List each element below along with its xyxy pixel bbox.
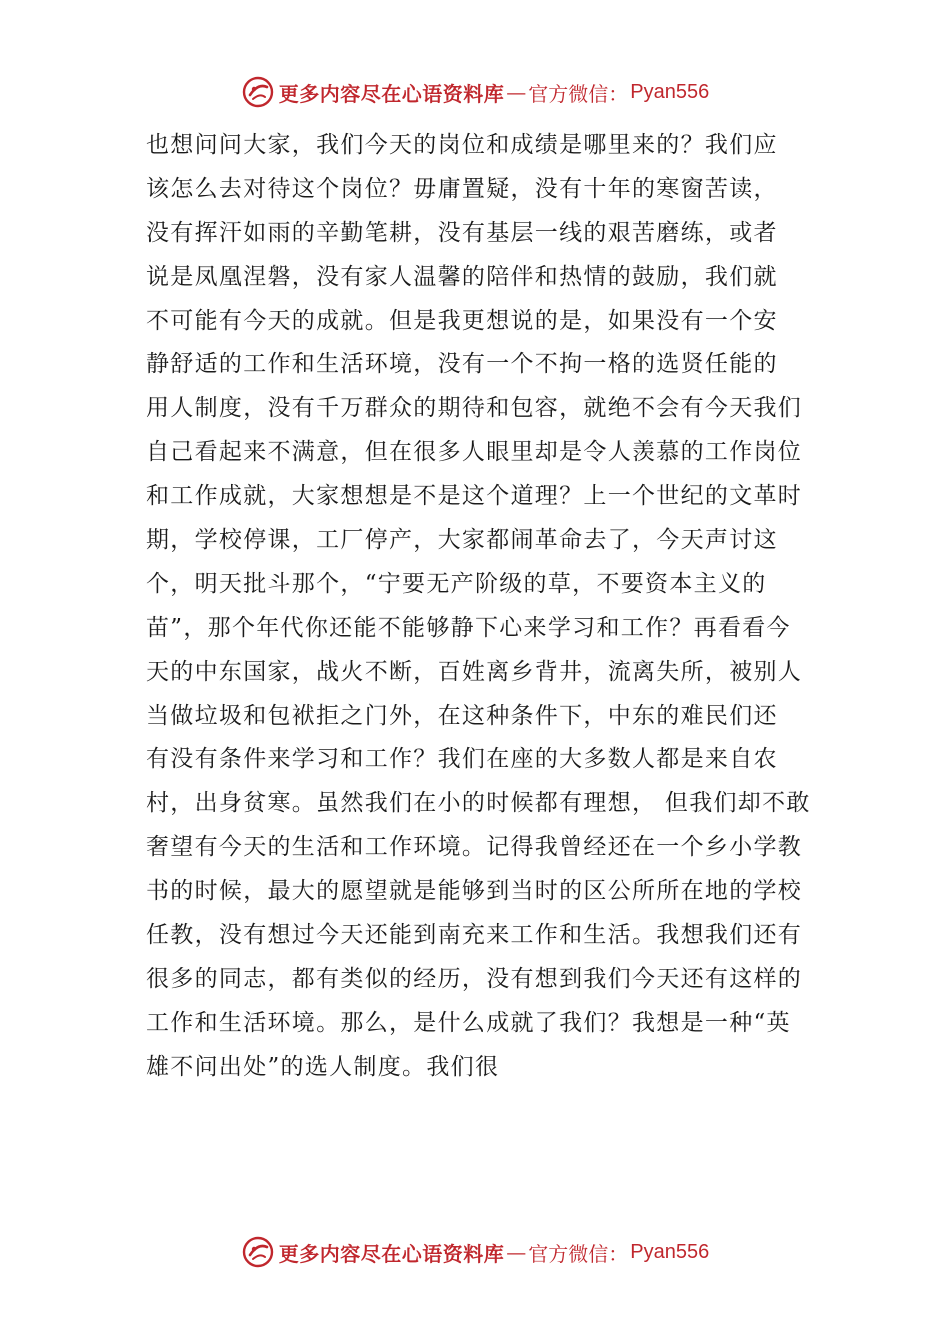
- body-line: 工作和生活环境。那么，是什么成就了我们？我想是一种“英: [146, 1009, 791, 1036]
- body-line: 天的中东国家，战火不断，百姓离乡背井，流离失所，被别人: [146, 658, 803, 685]
- brand-logo-icon: [241, 1235, 275, 1269]
- body-line: 任教，没有想过今天还能到南充来工作和生活。我想我们还有: [146, 922, 803, 949]
- header-banner: [0, 72, 950, 112]
- body-line: 很多的同志，都有类似的经历，没有想到我们今天还有这样的: [146, 965, 803, 992]
- body-line: 也想问问大家，我们今天的岗位和成绩是哪里来的？我们应: [146, 132, 778, 158]
- banner-separator: —: [506, 1240, 527, 1264]
- body-line: 不可能有今天的成就。但是我更想说的是，如果没有一个安: [146, 307, 778, 334]
- body-line: 奢望有今天的生活和工作环境。记得我曾经还在一个乡小学教: [146, 834, 803, 861]
- banner-wechat-label: 官方微信：: [528, 1241, 629, 1266]
- body-line: 雄不问出处”的选人制度。我们很: [146, 1053, 500, 1080]
- body-line: 苗”，那个年代你还能不能够静下心来学习和工作？再看看今: [146, 614, 791, 641]
- body-line: 村，出身贫寒。虽然我们在小的时候都有理想， 但我们却不敢: [146, 790, 811, 817]
- body-line: 书的时候，最大的愿望就是能够到当时的区公所所在地的学校: [146, 878, 803, 905]
- body-line: 静舒适的工作和生活环境，没有一个不拘一格的选贤任能的: [146, 351, 778, 378]
- body-line: 个，明天批斗那个，“宁要无产阶级的草，不要资本主义的: [146, 570, 767, 597]
- document-body: [146, 124, 826, 1090]
- banner-title: 更多内容尽在心语资料库: [278, 81, 505, 106]
- banner-title: 更多内容尽在心语资料库: [278, 1241, 505, 1266]
- banner-wechat-id: Pyan556: [630, 1240, 710, 1263]
- body-line: 当做垃圾和包袱拒之门外，在这种条件下，中东的难民们还: [146, 702, 778, 729]
- body-line: 说是凤凰涅磐，没有家人温馨的陪伴和热情的鼓励，我们就: [146, 263, 778, 290]
- brand-logo-icon: [241, 75, 275, 109]
- banner-separator: —: [506, 80, 527, 104]
- body-line: 自己看起来不满意，但在很多人眼里却是令人羡慕的工作岗位: [146, 439, 803, 466]
- body-line: 没有挥汗如雨的辛勤笔耕，没有基层一线的艰苦磨练，或者: [146, 219, 778, 246]
- body-line: 有没有条件来学习和工作？我们在座的大多数人都是来自农: [146, 746, 778, 773]
- footer-banner: [0, 1232, 950, 1272]
- body-line: 该怎么去对待这个岗位？毋庸置疑，没有十年的寒窗苦读，: [146, 175, 778, 202]
- banner-wechat-label: 官方微信：: [528, 81, 629, 106]
- body-line: 和工作成就，大家想想是不是这个道理？上一个世纪的文革时: [146, 483, 803, 510]
- body-line: 用人制度，没有千万群众的期待和包容，就绝不会有今天我们: [146, 395, 803, 422]
- banner-wechat-id: Pyan556: [630, 80, 710, 103]
- body-line: 期，学校停课，工厂停产，大家都闹革命去了，今天声讨这: [146, 527, 778, 554]
